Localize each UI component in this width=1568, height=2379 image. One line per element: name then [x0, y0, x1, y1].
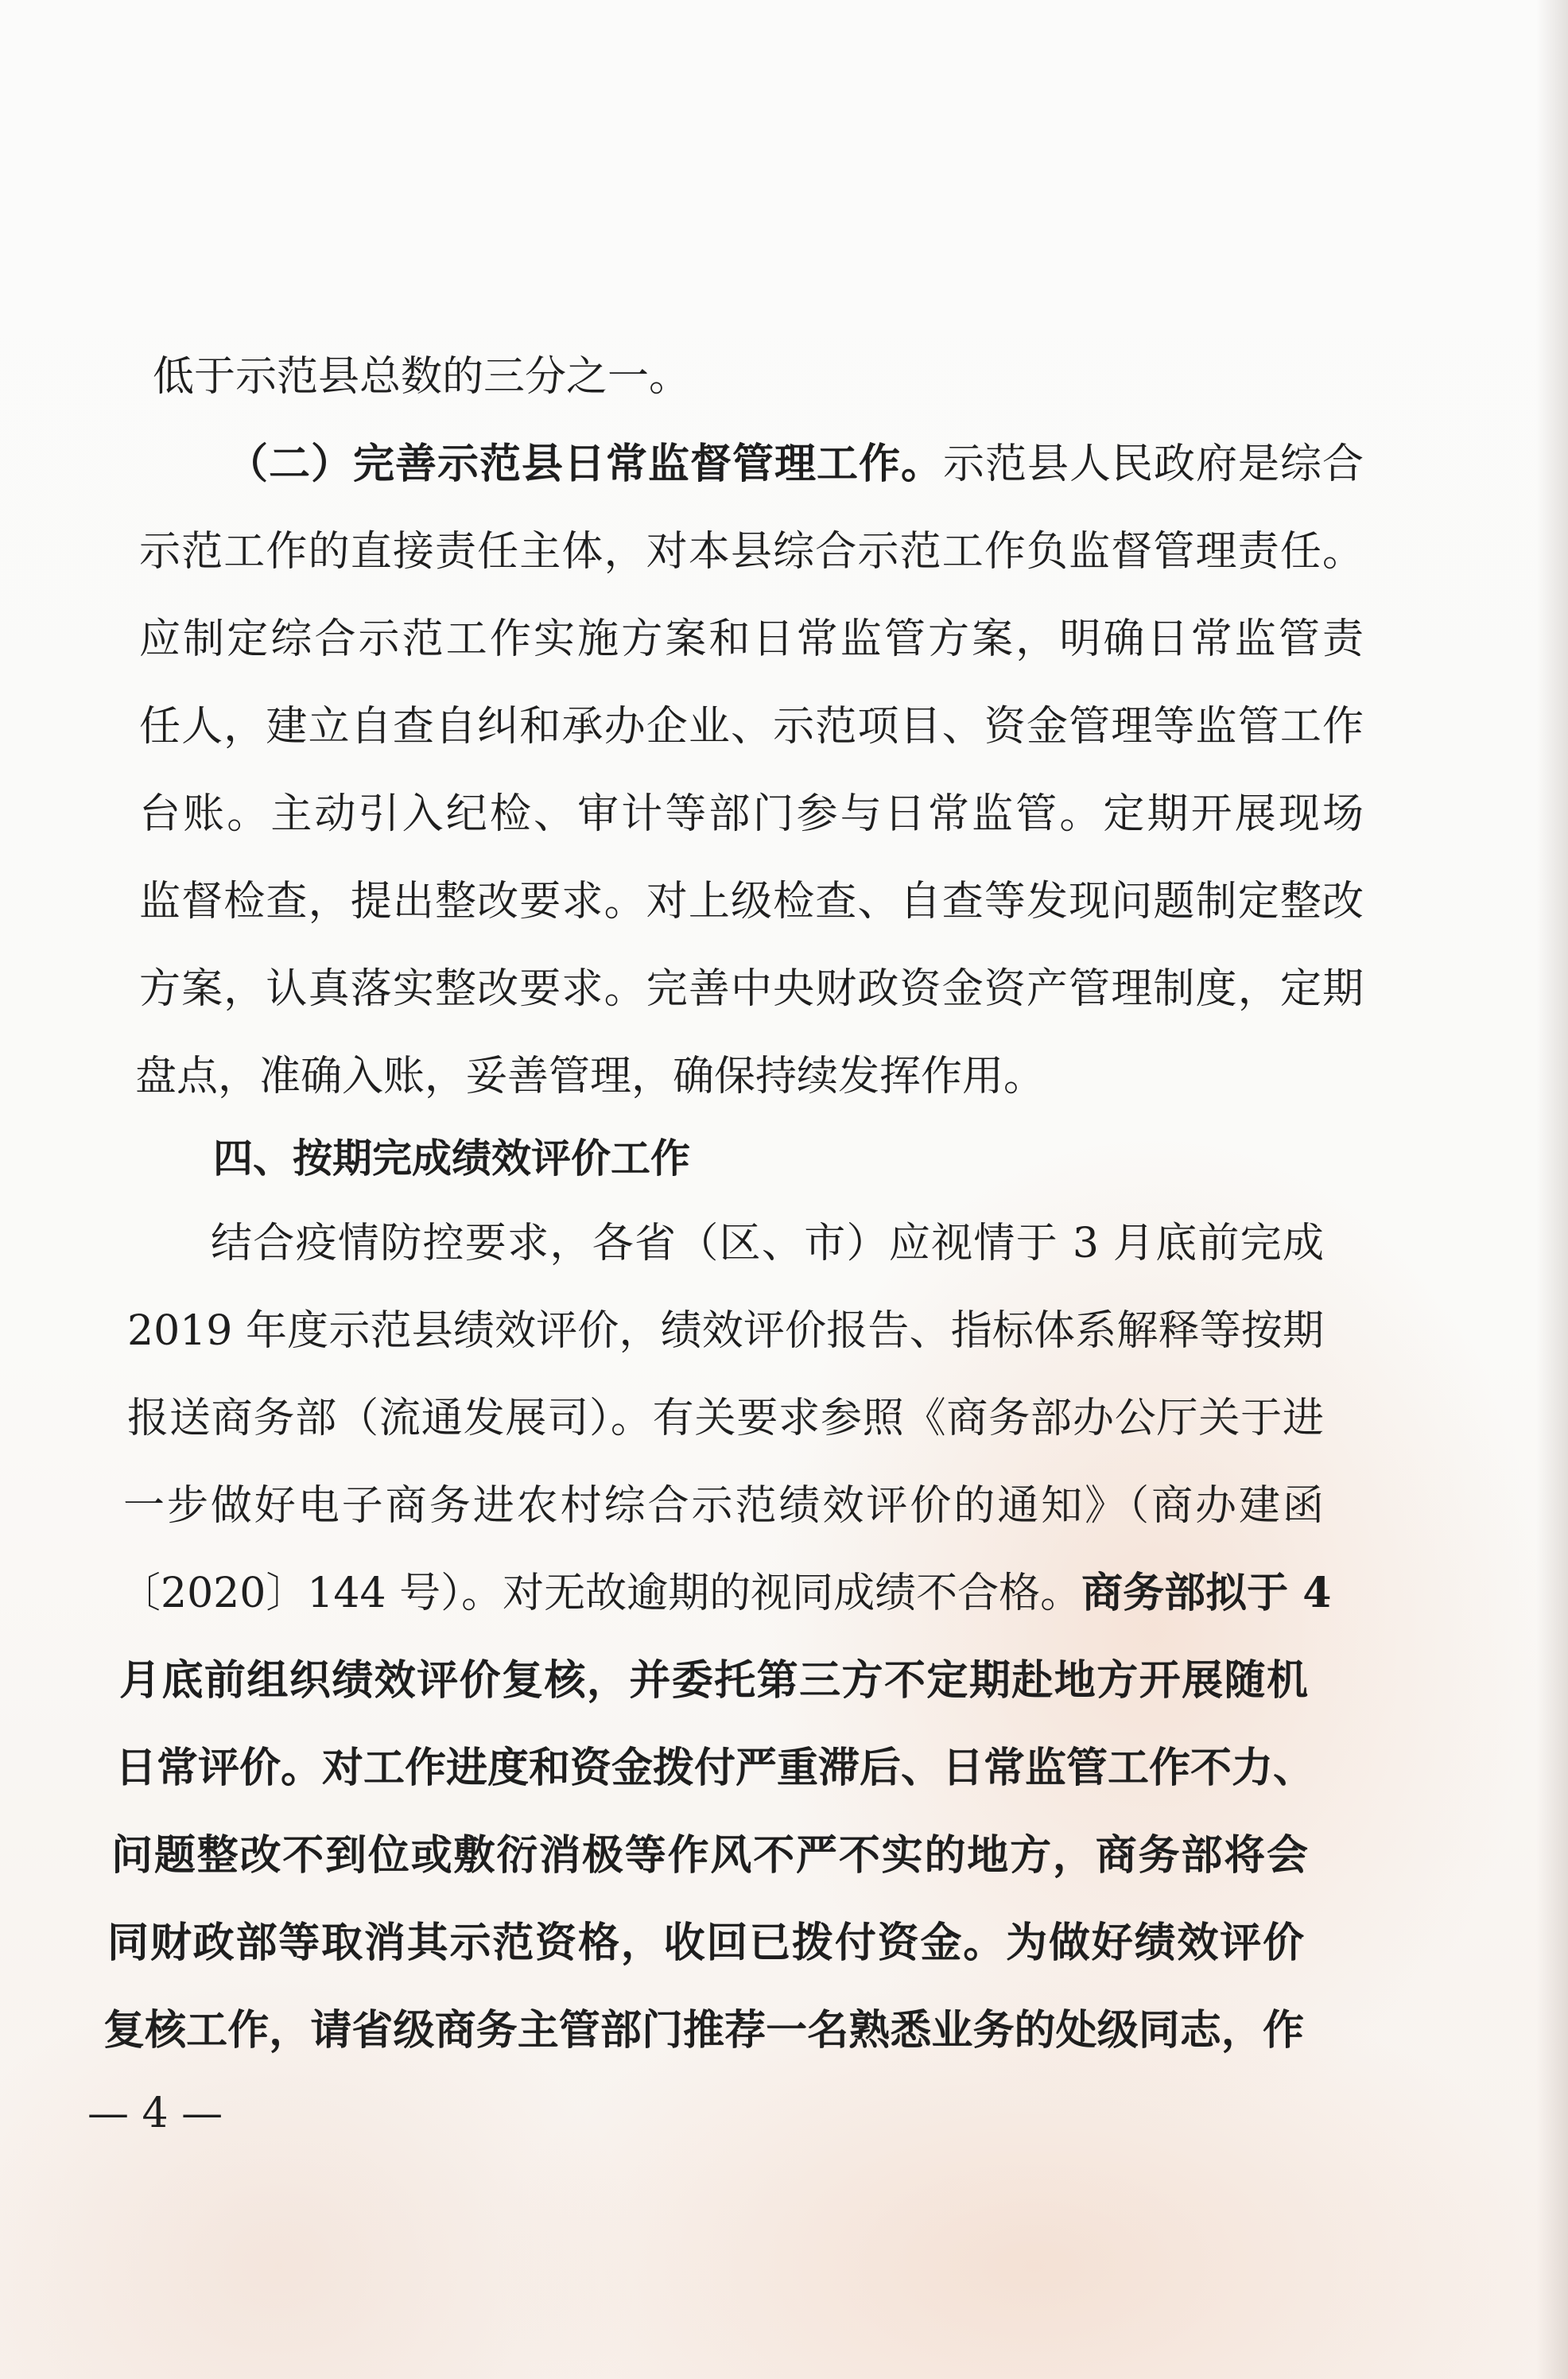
line-text: 示范县人民政府是综合 — [942, 440, 1364, 488]
page-number: — 4 — — [87, 2090, 223, 2137]
line-text: 月底前组织绩效评价复核，并委托第三方不定期赴地方开展随机 — [119, 1656, 1308, 1705]
text-line — [211, 1220, 1324, 1267]
text-line — [139, 615, 1364, 663]
text-line — [111, 1831, 1308, 1880]
section-subheading: （二）完善示范县日常监督管理工作。 — [227, 440, 943, 488]
text-line — [135, 1053, 1046, 1100]
line-text: 盘点，准确入账，妥善管理，确保持续发挥作用。 — [135, 1053, 1046, 1100]
line-text: 低于示范县总数的三分之一。 — [153, 353, 691, 401]
line-text: 报送商务部（流通发展司）。有关要求参照《商务部办公厅关于进 — [127, 1395, 1324, 1442]
line-text: 监督检查，提出整改要求。对上级检查、自查等发现问题制定整改 — [139, 878, 1364, 926]
line-text: 一步做好电子商务进农村综合示范绩效评价的通知》（商办建函 — [123, 1482, 1324, 1530]
text-line — [139, 790, 1364, 838]
text-line — [103, 2006, 1304, 2055]
text-line — [119, 1569, 1332, 1617]
line-text: 应制定综合示范工作实施方案和日常监管方案，明确日常监管责 — [139, 615, 1364, 663]
text-line — [139, 528, 1364, 576]
section-heading — [213, 1135, 690, 1182]
text-line — [139, 965, 1364, 1013]
text-line — [139, 703, 1364, 751]
line-text: 台账。主动引入纪检、审计等部门参与日常监管。定期开展现场 — [139, 790, 1364, 838]
line-text: 日常评价。对工作进度和资金拨付严重滞后、日常监管工作不力、 — [115, 1744, 1315, 1792]
line-text: 同财政部等取消其示范资格，收回已拨付资金。为做好绩效评价 — [107, 1919, 1304, 1967]
line-text: 任人，建立自查自纠和承办企业、示范项目、资金管理等监管工作 — [139, 703, 1364, 751]
text-line — [227, 440, 1364, 488]
line-text: 结合疫情防控要求，各省（区、市）应视情于 3 月底前完成 — [211, 1220, 1324, 1267]
text-line — [127, 1395, 1324, 1442]
line-text: 方案，认真落实整改要求。完善中央财政资金资产管理制度，定期 — [139, 965, 1364, 1013]
text-line — [119, 1656, 1308, 1705]
text-line — [139, 878, 1364, 926]
line-text: 2019 年度示范县绩效评价，绩效评价报告、指标体系解释等按期 — [127, 1307, 1324, 1355]
line-text: 复核工作，请省级商务主管部门推荐一名熟悉业务的处级同志，作 — [103, 2006, 1304, 2055]
line-text: 〔2020〕144 号）。对无故逾期的视同成绩不合格。 — [119, 1570, 1082, 1617]
line-text: 示范工作的直接责任主体，对本县综合示范工作负监督管理责任。 — [139, 528, 1364, 576]
line-text: 问题整改不到位或敷衍消极等作风不严不实的地方，商务部将会 — [111, 1831, 1308, 1880]
text-line — [107, 1919, 1304, 1967]
line-text-bold: 商务部拟于 4 — [1081, 1569, 1332, 1617]
text-line — [123, 1482, 1324, 1530]
text-line — [153, 353, 691, 401]
text-line — [115, 1744, 1315, 1792]
text-line — [127, 1307, 1324, 1355]
page-edge-shadow — [1536, 0, 1568, 2379]
heading-text: 四、按期完成绩效评价工作 — [213, 1135, 690, 1182]
